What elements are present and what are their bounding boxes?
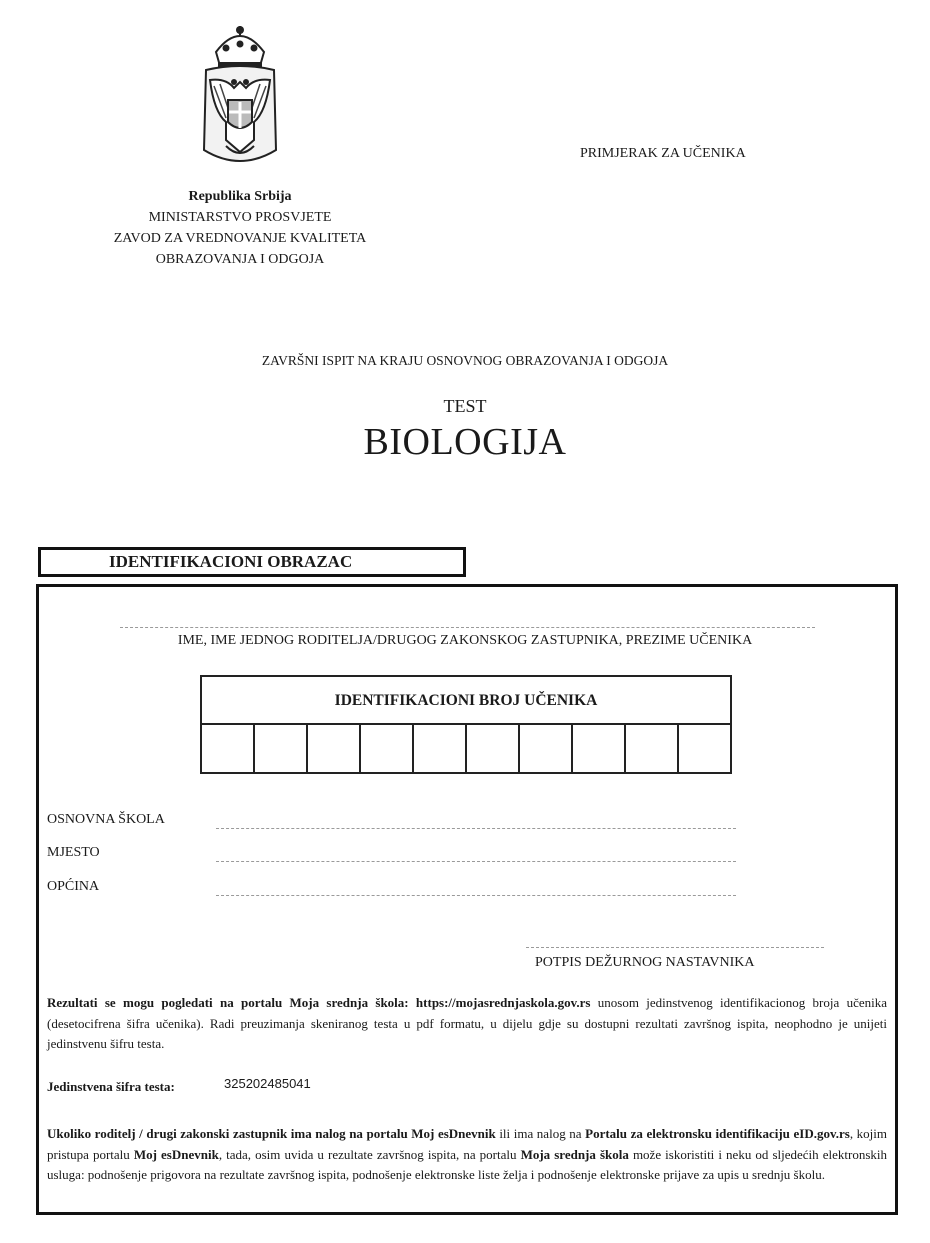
org-name: Republika Srbija xyxy=(188,189,292,204)
id-digit-cell[interactable] xyxy=(414,725,467,772)
services-text-4: , kojim pristupa portalu xyxy=(47,1126,887,1162)
form-tab-title: IDENTIFIKACIONI OBRAZAC xyxy=(38,547,466,577)
test-label: TEST xyxy=(443,396,487,416)
student-id-title: IDENTIFIKACIONI BROJ UČENIKA xyxy=(202,677,730,725)
id-digit-cell[interactable] xyxy=(520,725,573,772)
test-code-value: 325202485041 xyxy=(224,1076,311,1091)
school-label: OSNOVNA ŠKOLA xyxy=(47,812,165,827)
services-text-8: može iskoristiti i neku od sljedećih elektronskih usluga: podnošenje prigovora na rezultate završnog ispita, podnošenje elektronske liste želja i podnošenje elektronske prijave za upis u srednju školu. xyxy=(47,1146,888,1182)
institute-name-line1: ZAVOD ZA VREDNOVANJE KVALITETA xyxy=(113,231,367,246)
name-line[interactable] xyxy=(120,627,815,628)
subject-title: BIOLOGIJA xyxy=(363,421,567,463)
ministry-name: MINISTARSTVO PROSVJETE xyxy=(148,210,332,225)
name-caption: IME, IME JEDNOG RODITELJA/DRUGOG ZAKONSKOG ZASTUPNIKA, PREZIME UČENIKA xyxy=(177,633,753,648)
school-input-line[interactable] xyxy=(216,828,736,829)
services-text-5: Moj esDnevnik xyxy=(133,1146,219,1162)
services-text-3: Portalu za elektronsku identifikaciju eID.gov.rs xyxy=(585,1126,850,1141)
id-digit-cell[interactable] xyxy=(308,725,361,772)
signature-line[interactable] xyxy=(526,947,824,948)
exam-title: ZAVRŠNI ISPIT NA KRAJU OSNOVNOG OBRAZOVANJA I ODGOJA xyxy=(261,353,669,368)
services-text-7: Moja srednja škola xyxy=(520,1146,629,1162)
id-digit-cell[interactable] xyxy=(202,725,255,772)
place-label: MJESTO xyxy=(47,845,100,860)
services-text-6: , tada, osim uvida u rezultate završnog ispita, na portalu xyxy=(218,1146,521,1162)
copy-label: PRIMJERAK ZA UČENIKA xyxy=(580,146,746,161)
municipality-input-line[interactable] xyxy=(216,895,736,896)
id-digit-cell[interactable] xyxy=(255,725,308,772)
services-text-2: ili ima nalog na xyxy=(495,1126,586,1141)
services-text-1: Ukoliko roditelj / drugi zakonski zastupnik ima nalog na portalu Moj esDnevnik xyxy=(47,1126,496,1141)
signature-caption: POTPIS DEŽURNOG NASTAVNIKA xyxy=(535,955,755,970)
place-input-line[interactable] xyxy=(216,861,736,862)
id-digit-cell[interactable] xyxy=(361,725,414,772)
results-paragraph xyxy=(47,993,887,1055)
id-digit-cell[interactable] xyxy=(573,725,626,772)
test-code-label: Jedinstvena šifra testa: xyxy=(47,1079,175,1094)
institute-name-line2: OBRAZOVANJA I ODGOJA xyxy=(155,252,325,267)
id-digit-cell[interactable] xyxy=(467,725,520,772)
services-paragraph xyxy=(47,1124,887,1186)
coat-of-arms-emblem xyxy=(196,22,284,172)
id-digit-cell[interactable] xyxy=(679,725,730,772)
results-portal-text: Rezultati se mogu pogledati na portalu Moja srednja škola: https://mojasrednjaskola.gov.rs xyxy=(47,995,591,1010)
results-instructions-text: unosom jedinstvenog identifikacionog broja učenika (desetocifrena šifra učenika). Radi preuzimanja skeniranog testa u pdf formatu, u dijelu gdje su dostupni rezultati završnog ispita, neophodno je unijeti jedinstvenu šifru testa. xyxy=(47,995,887,1051)
id-digit-cell[interactable] xyxy=(626,725,679,772)
municipality-label: OPĆINA xyxy=(47,879,100,894)
student-id-box xyxy=(200,675,732,774)
student-id-cells xyxy=(202,725,730,772)
